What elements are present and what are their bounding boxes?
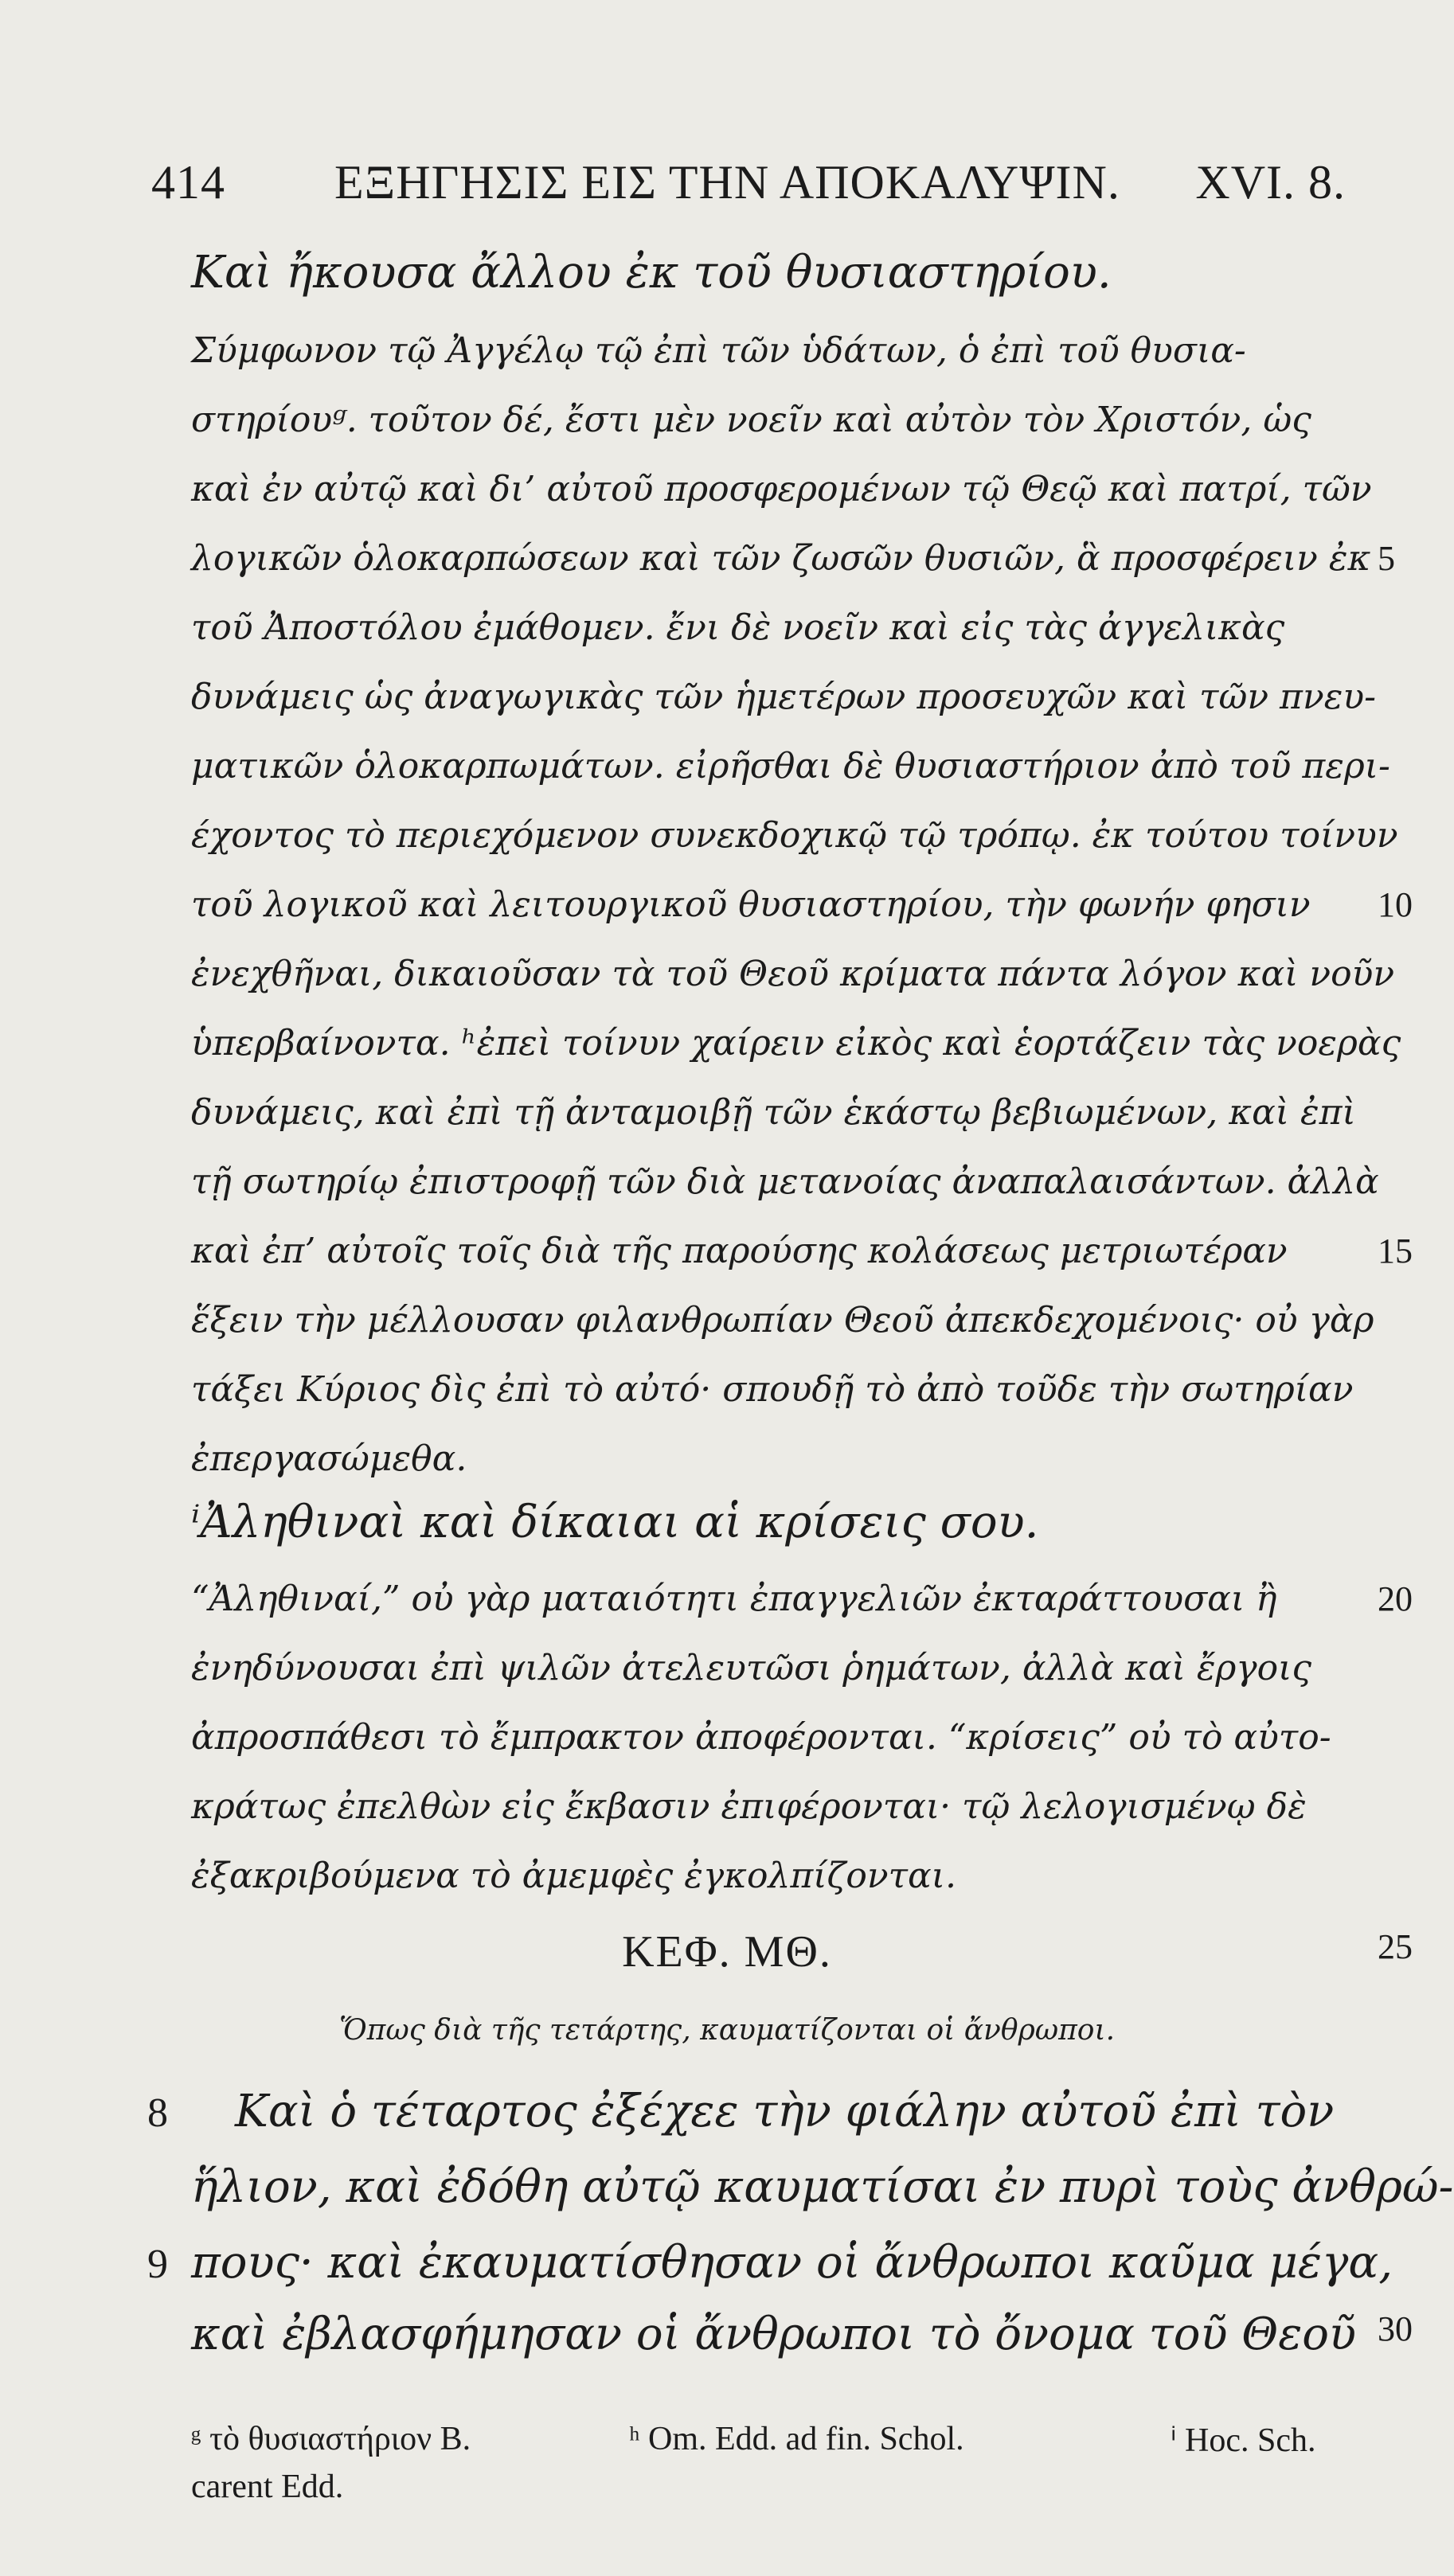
footnote-g: ᵍ τὸ θυσιαστήριον B. [191,2421,471,2457]
footnote-i: ⁱ Hoc. Sch. [1171,2422,1316,2459]
text-line: δυνάμεις, καὶ ἐπὶ τῇ ἀνταμοιβῇ τῶν ἑκάστῳ βεβιωμένων, καὶ ἐπὶ [191,1092,1356,1133]
line-number: 20 [1378,1579,1413,1618]
text-line: κράτως ἐπελθὼν εἰς ἔκβασιν ἐπιφέρονται· τῷ λελογισμένῳ δὲ [191,1786,1307,1827]
text-line: Σύμφωνον τῷ Ἀγγέλῳ τῷ ἐπὶ τῶν ὑδάτων, ὁ ἐπὶ τοῦ θυσια- [191,330,1246,371]
line-number: 30 [1378,2309,1413,2348]
lemma-line: Καὶ ἤκουσα ἄλλου ἐκ τοῦ θυσιαστηρίου. [191,247,1112,299]
page-number: 414 [151,156,225,209]
text-line: έχοντος τὸ περιεχόμενον συνεκδοχικῷ τῷ τρόπῳ. ἐκ τούτου τοίνυν [191,815,1398,856]
line-number: 25 [1378,1927,1413,1966]
verse-line: ἥλιον, καὶ ἐδόθη αὐτῷ καυματίσαι ἐν πυρὶ τοὺς ἀνθρώ- [191,2161,1454,2213]
verse-line: πους· καὶ ἐκαυματίσθησαν οἱ ἄνθρωποι καῦμα μέγα, [191,2237,1393,2289]
text-line: ἐξακριβούμενα τὸ ἀμεμφὲς ἐγκολπίζονται. [191,1856,956,1896]
text-line: τοῦ Ἀποστόλου ἐμάθομεν. ἔνι δὲ νοεῖν καὶ εἰς τὰς ἀγγελικὰς [191,607,1285,648]
footnote-i-continued: carent Edd. [191,2469,344,2505]
text-line: λογικῶν ὁλοκαρπώσεων καὶ τῶν ζωσῶν θυσιῶν, ἃ προσφέρειν ἐκ [191,538,1371,579]
text-line: ἐνηδύνουσαι ἐπὶ ψιλῶν ἀτελευτῶσι ῥημάτων, ἀλλὰ καὶ ἔργοις [191,1648,1311,1688]
text-line: καὶ ἐν αὐτῷ καὶ δι’ αὐτοῦ προσφερομένων τῷ Θεῷ καὶ πατρί, τῶν [191,469,1372,509]
verse-number: 9 [147,2242,168,2287]
verse-line: Καὶ ὁ τέταρτος ἐξέχεε τὴν φιάλην αὐτοῦ ἐπὶ τὸν [235,2086,1335,2137]
chapter-subtitle: Ὅπως διὰ τῆς τετάρτης, καυματίζονται οἱ ἄνθρωποι. [338,2014,1116,2047]
lemma-line: ⁱἈληθιναὶ καὶ δίκαιαι αἱ κρίσεις σου. [191,1497,1039,1548]
text-line: δυνάμεις ὡς ἀναγωγικὰς τῶν ἡμετέρων προσευχῶν καὶ τῶν πνευ- [191,677,1376,717]
text-line: ἕξειν τὴν μέλλουσαν φιλανθρωπίαν Θεοῦ ἀπεκδεχομένοις· οὐ γὰρ [191,1300,1374,1341]
text-line: “Ἀληθιναί,” οὐ γὰρ ματαιότητι ἐπαγγελιῶν ἐκταράττουσαι ἢ [191,1579,1277,1619]
text-line: ματικῶν ὁλοκαρπωμάτων. εἰρῆσθαι δὲ θυσιαστήριον ἀπὸ τοῦ περι- [191,746,1390,786]
line-number: 5 [1378,539,1395,578]
text-line: τῇ σωτηρίῳ ἐπιστροφῇ τῶν διὰ μετανοίας ἀναπαλαισάντων. ἀλλὰ [191,1161,1379,1202]
text-line: τάξει Κύριος δὶς ἐπὶ τὸ αὐτό· σπουδῇ τὸ ἀπὸ τοῦδε τὴν σωτηρίαν [191,1369,1354,1410]
text-line: ὑπερβαίνοντα. ʰἐπεὶ τοίνυν χαίρειν εἰκὸς καὶ ἑορτάζειν τὰς νοερὰς [191,1023,1401,1064]
text-line: ἐνεχθῆναι, δικαιοῦσαν τὰ τοῦ Θεοῦ κρίματα πάντα λόγον καὶ νοῦν [191,954,1395,994]
text-line: καὶ ἐπ’ αὐτοῖς τοῖς διὰ τῆς παρούσης κολάσεως μετριωτέραν [191,1231,1288,1271]
line-number: 10 [1378,885,1413,924]
text-line: ἀπροσπάθεσι τὸ ἔμπρακτον ἀποφέρονται. “κρίσεις” οὐ τὸ αὐτο- [191,1717,1331,1758]
text-line: ἐπεργασώμεθα. [191,1438,467,1479]
verse-line: καὶ ἐβλασφήμησαν οἱ ἄνθρωποι τὸ ὄνομα τοῦ Θεοῦ [191,2309,1356,2360]
verse-number: 8 [147,2090,168,2136]
running-header [151,155,1346,219]
chapter-heading: ΚΕΦ. ΜΘ. [622,1927,832,1977]
chapter-reference: XVI. 8. [1195,156,1346,209]
text-line: τοῦ λογικοῦ καὶ λειτουργικοῦ θυσιαστηρίου, τὴν φωνήν φησιν [191,884,1311,925]
text-line: στηρίουᵍ. τοῦτον δέ, ἔστι μὲν νοεῖν καὶ αὐτὸν τὸν Χριστόν, ὡς [191,400,1311,440]
running-title: ΕΞΗΓΗΣΙΣ ΕΙΣ ΤΗΝ ΑΠΟΚΑΛΥΨΙΝ. [334,156,1120,209]
line-number: 15 [1378,1231,1413,1270]
footnote-h: ʰ Om. Edd. ad fin. Schol. [629,2421,964,2457]
